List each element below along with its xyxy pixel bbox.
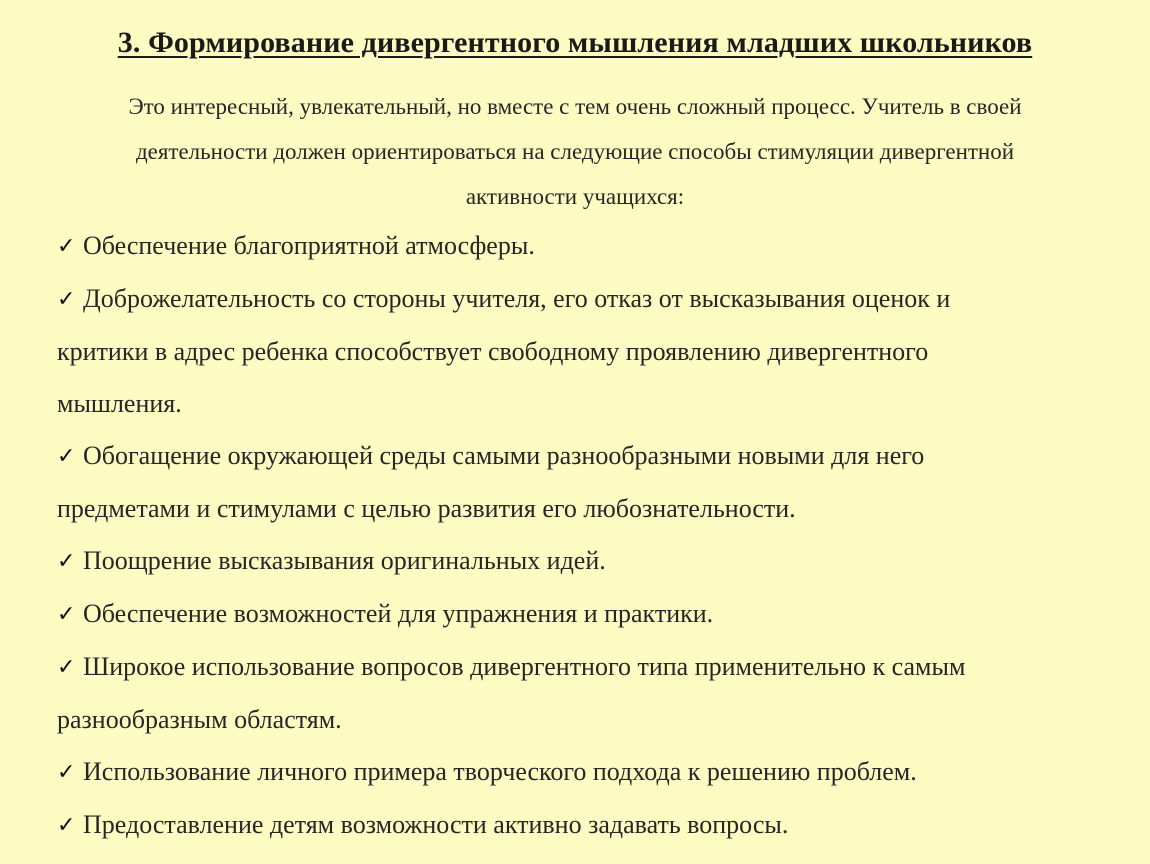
method-list xyxy=(57,220,1097,852)
slide-title: 3. Формирование дивергентного мышления младших школьников xyxy=(117,26,1033,59)
list-item-text: Широкое использование вопросов дивергентного типа применительно к самым xyxy=(83,652,966,681)
checkmark-icon: ✓ xyxy=(57,234,76,259)
list-item-continuation xyxy=(57,694,1097,746)
list-item xyxy=(57,220,1097,273)
list-item-text: мышления. xyxy=(57,389,182,418)
list-item-continuation xyxy=(57,378,1097,430)
checkmark-icon: ✓ xyxy=(57,760,76,785)
list-item-text: разнообразным областям. xyxy=(57,705,342,734)
list-item xyxy=(57,799,1097,852)
list-item xyxy=(57,273,1097,326)
list-item-continuation xyxy=(57,326,1097,378)
list-item-text: Предоставление детям возможности активно задавать вопросы. xyxy=(83,810,789,839)
intro-line: Это интересный, увлекательный, но вместе с тем очень сложный процесс. Учитель в своей xyxy=(128,94,1022,119)
list-item-continuation xyxy=(57,483,1097,535)
intro-line: деятельности должен ориентироваться на следующие способы стимуляции дивергентной xyxy=(135,139,1015,164)
list-item xyxy=(57,588,1097,641)
intro-paragraph xyxy=(50,84,1100,219)
checkmark-icon: ✓ xyxy=(57,655,76,680)
list-item-text: Поощрение высказывания оригинальных идей. xyxy=(83,546,606,575)
list-item-text: Использование личного примера творческого подхода к решению проблем. xyxy=(83,757,917,786)
checkmark-icon: ✓ xyxy=(57,549,76,574)
intro-line: активности учащихся: xyxy=(465,184,685,209)
list-item-text: критики в адрес ребенка способствует свободному проявлению дивергентного xyxy=(57,337,929,366)
checkmark-icon: ✓ xyxy=(57,444,76,469)
checkmark-icon: ✓ xyxy=(57,813,76,838)
list-item-text: предметами и стимулами с целью развития его любознательности. xyxy=(57,494,796,523)
list-item xyxy=(57,746,1097,799)
checkmark-icon: ✓ xyxy=(57,287,76,312)
checkmark-icon: ✓ xyxy=(57,602,76,627)
list-item xyxy=(57,641,1097,694)
list-item-text: Доброжелательность со стороны учителя, его отказ от высказывания оценок и xyxy=(83,284,951,313)
list-item xyxy=(57,430,1097,483)
list-item-text: Обогащение окружающей среды самыми разнообразными новыми для него xyxy=(83,441,925,470)
list-item xyxy=(57,535,1097,588)
list-item-text: Обеспечение благоприятной атмосферы. xyxy=(83,231,535,260)
list-item-text: Обеспечение возможностей для упражнения и практики. xyxy=(83,599,714,628)
